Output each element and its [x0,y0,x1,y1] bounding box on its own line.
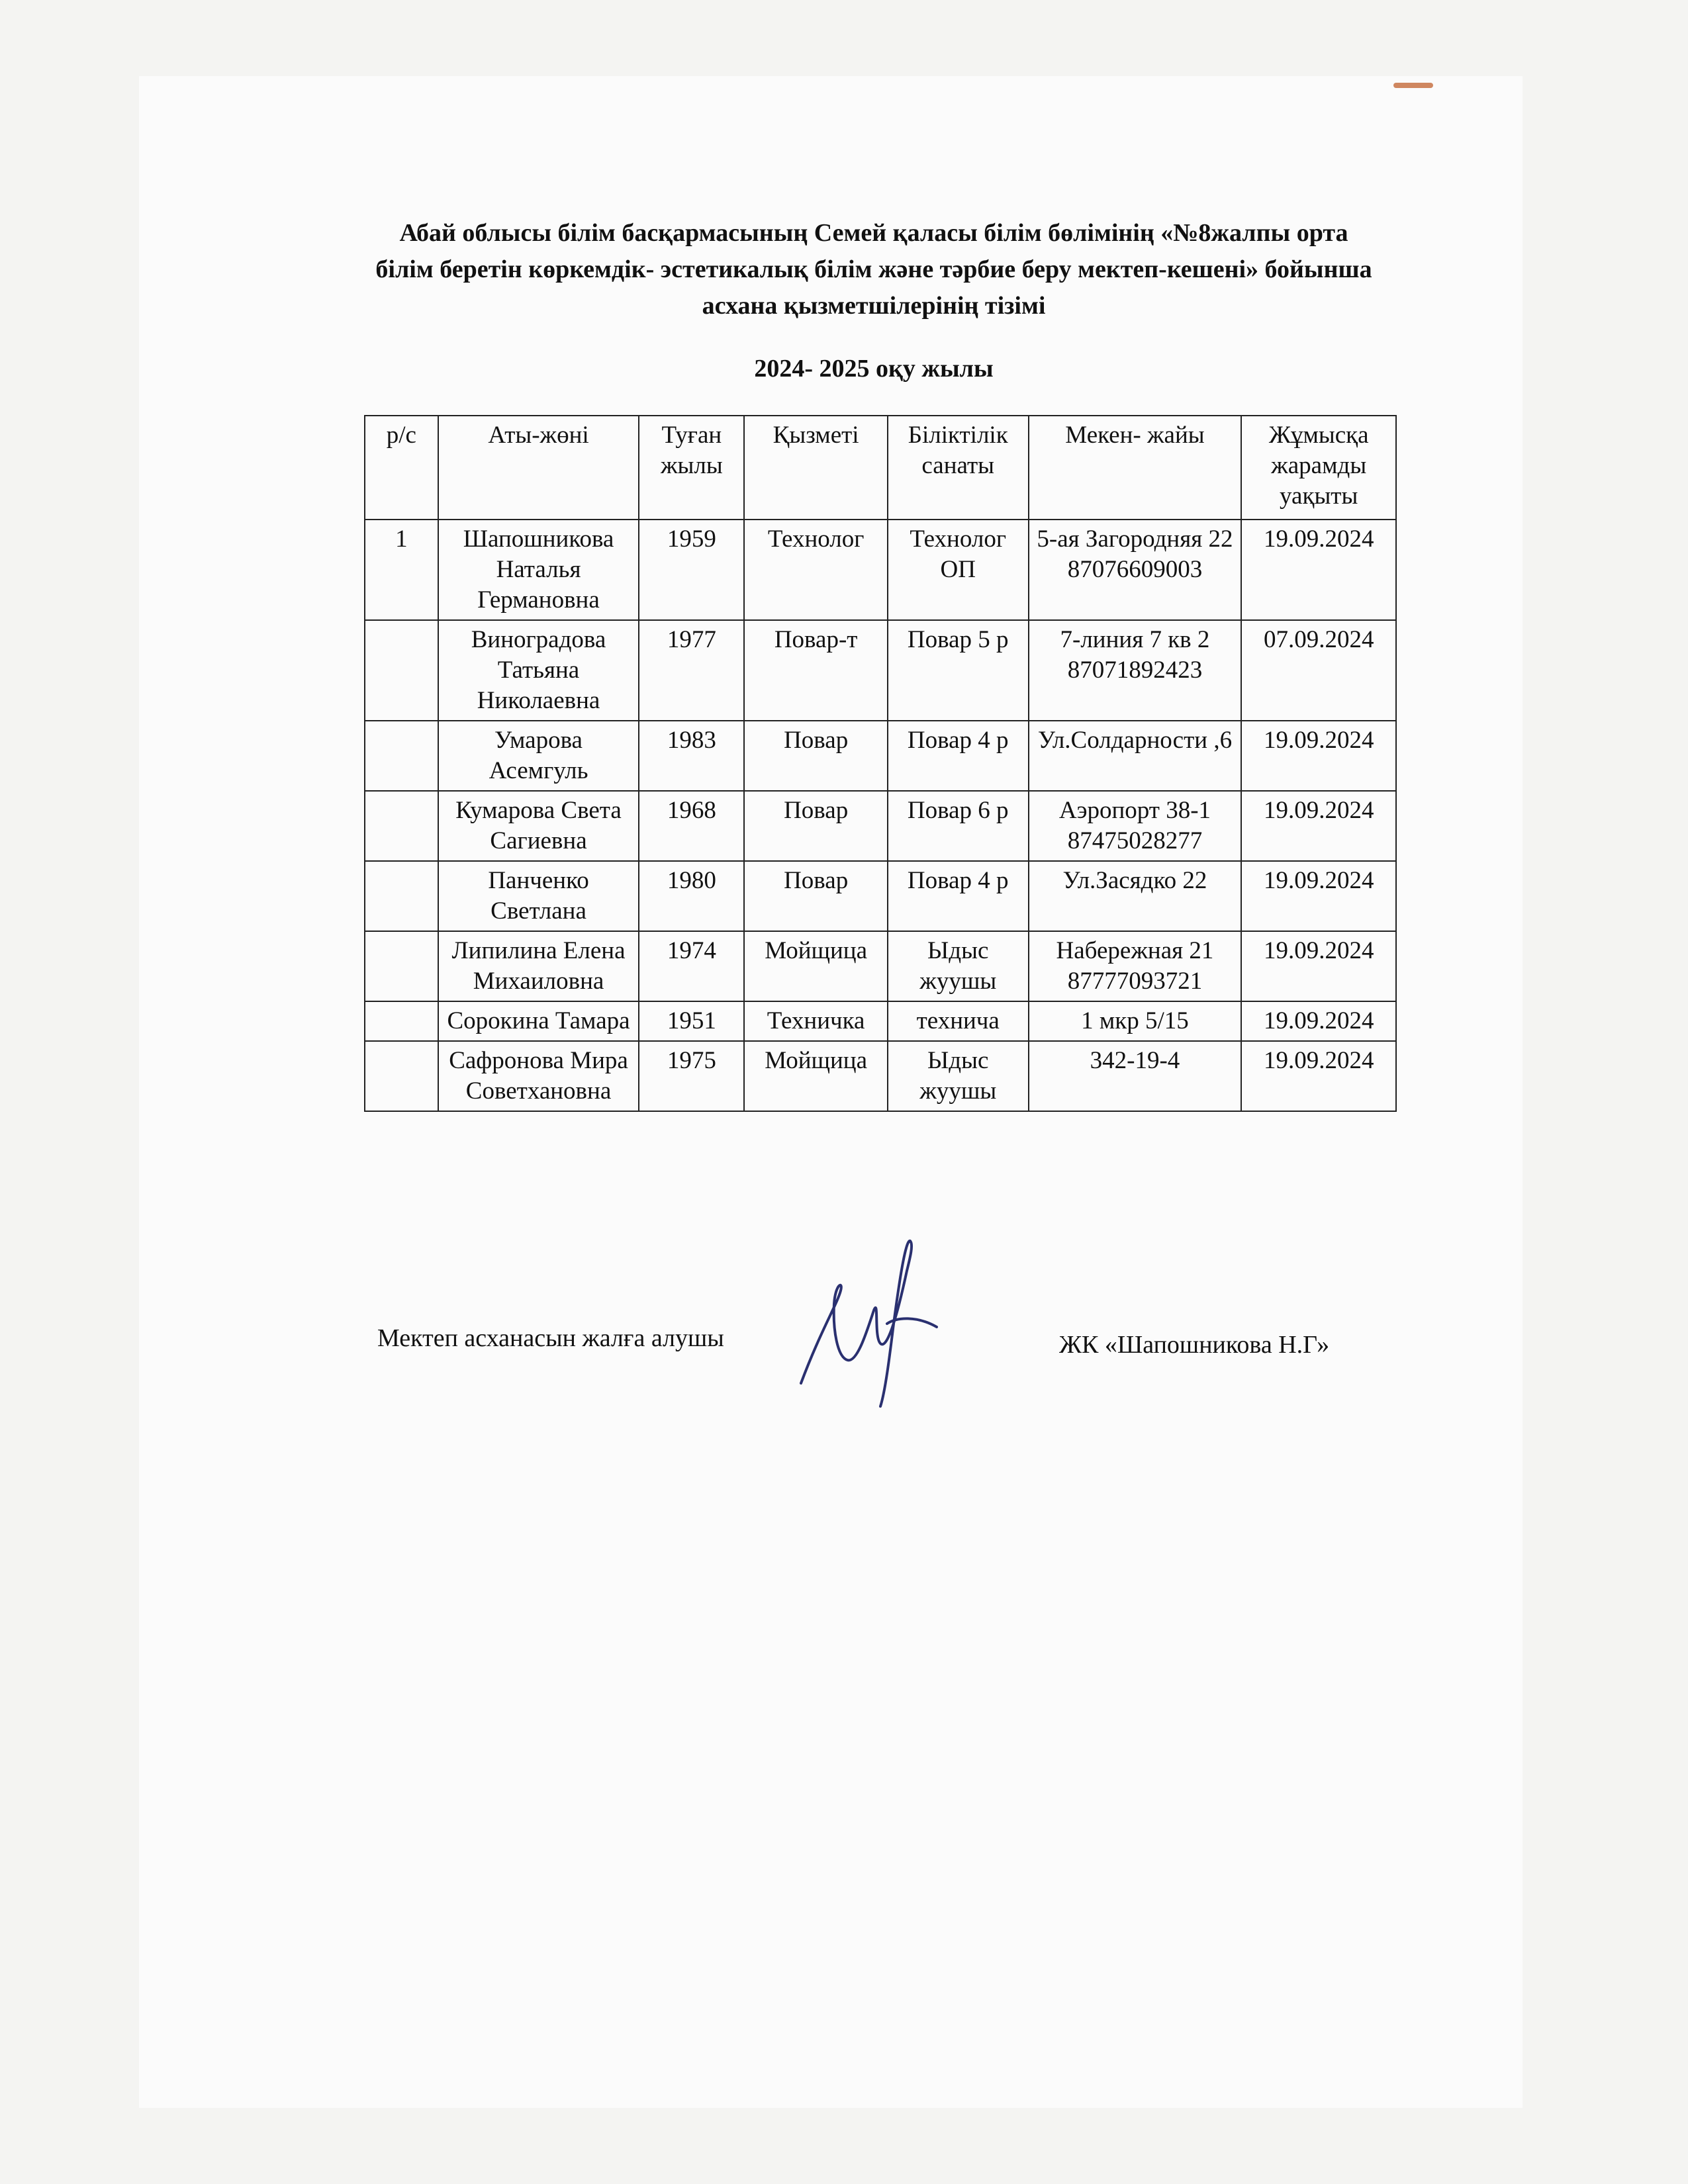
signature-label: Мектеп асханасын жалға алушы [377,1324,724,1352]
cell-position: Повар [744,861,888,931]
cell-name: Липилина Елена Михаиловна [438,931,639,1001]
cell-year: 1968 [639,791,744,861]
cell-position: Мойщица [744,931,888,1001]
cell-name: Умарова Асемгуль [438,721,639,791]
cell-year: 1975 [639,1041,744,1111]
cell-date: 19.09.2024 [1241,1001,1396,1041]
academic-year: 2024- 2025 оқу жылы [754,355,994,383]
cell-date: 19.09.2024 [1241,931,1396,1001]
staff-table [364,415,1397,1112]
table-row [365,1001,1396,1041]
cell-num [365,620,438,721]
cell-year: 1959 [639,520,744,620]
header-name: Аты-жөні [438,416,639,520]
cell-year: 1983 [639,721,744,791]
cell-name: Сафронова Мира Советхановна [438,1041,639,1111]
cell-num [365,931,438,1001]
table-row [365,791,1396,861]
cell-date: 19.09.2024 [1241,791,1396,861]
cell-num [365,1041,438,1111]
header-position: Қызметі [744,416,888,520]
cell-name: Шапошникова Наталья Германовна [438,520,639,620]
table-row [365,721,1396,791]
table-row [365,520,1396,620]
cell-num [365,791,438,861]
cell-name: Кумарова Света Сагиевна [438,791,639,861]
cell-qualification: Технолог ОП [888,520,1029,620]
cell-qualification: технича [888,1001,1029,1041]
handwritten-signature [774,1231,947,1416]
cell-address: 342-19-4 [1029,1041,1242,1111]
corner-mark [1393,83,1433,88]
cell-address: Ул.Солдарности ,6 [1029,721,1242,791]
cell-qualification: Повар 6 р [888,791,1029,861]
table-row [365,861,1396,931]
cell-name: Сорокина Тамара [438,1001,639,1041]
cell-year: 1977 [639,620,744,721]
cell-qualification: Повар 4 р [888,721,1029,791]
cell-position: Мойщица [744,1041,888,1111]
cell-qualification: Повар 4 р [888,861,1029,931]
cell-date: 19.09.2024 [1241,721,1396,791]
cell-qualification: Ыдыс жуушы [888,1041,1029,1111]
cell-year: 1980 [639,861,744,931]
table-row [365,931,1396,1001]
cell-num [365,861,438,931]
header-num: р/с [365,416,438,520]
cell-qualification: Ыдыс жуушы [888,931,1029,1001]
cell-address: Набережная 21 87777093721 [1029,931,1242,1001]
cell-num [365,721,438,791]
header-year: Туған жылы [639,416,744,520]
header-date: Жұмысқа жарамды уақыты [1241,416,1396,520]
table-row [365,1041,1396,1111]
cell-address: Ул.Засядко 22 [1029,861,1242,931]
cell-num: 1 [365,520,438,620]
cell-num [365,1001,438,1041]
cell-date: 07.09.2024 [1241,620,1396,721]
cell-address: 7-линия 7 кв 2 87071892423 [1029,620,1242,721]
cell-qualification: Повар 5 р [888,620,1029,721]
cell-position: Повар [744,791,888,861]
signature-entity: ЖК «Шапошникова Н.Г» [1059,1331,1330,1359]
cell-name: Панченко Светлана [438,861,639,931]
cell-position: Повар [744,721,888,791]
cell-position: Техничка [744,1001,888,1041]
cell-date: 19.09.2024 [1241,520,1396,620]
cell-position: Повар-т [744,620,888,721]
cell-year: 1951 [639,1001,744,1041]
cell-address: 5-ая Загородняя 22 87076609003 [1029,520,1242,620]
header-qualification: Біліктілік санаты [888,416,1029,520]
cell-address: Аэропорт 38-1 87475028277 [1029,791,1242,861]
header-address: Мекен- жайы [1029,416,1242,520]
cell-address: 1 мкр 5/15 [1029,1001,1242,1041]
table-header-row [365,416,1396,520]
table-row [365,620,1396,721]
cell-position: Технолог [744,520,888,620]
cell-date: 19.09.2024 [1241,861,1396,931]
cell-date: 19.09.2024 [1241,1041,1396,1111]
document-title: Абай облысы білім басқармасының Семей қаласы білім бөлімінің «№8жалпы орта білім беретін көркемдік- эстетикалық білім және тәрбие беру мектеп-кешені» бойынша асхана қызметшілерінің тізімі [375,219,1372,320]
cell-name: Виноградова Татьяна Николаевна [438,620,639,721]
cell-year: 1974 [639,931,744,1001]
